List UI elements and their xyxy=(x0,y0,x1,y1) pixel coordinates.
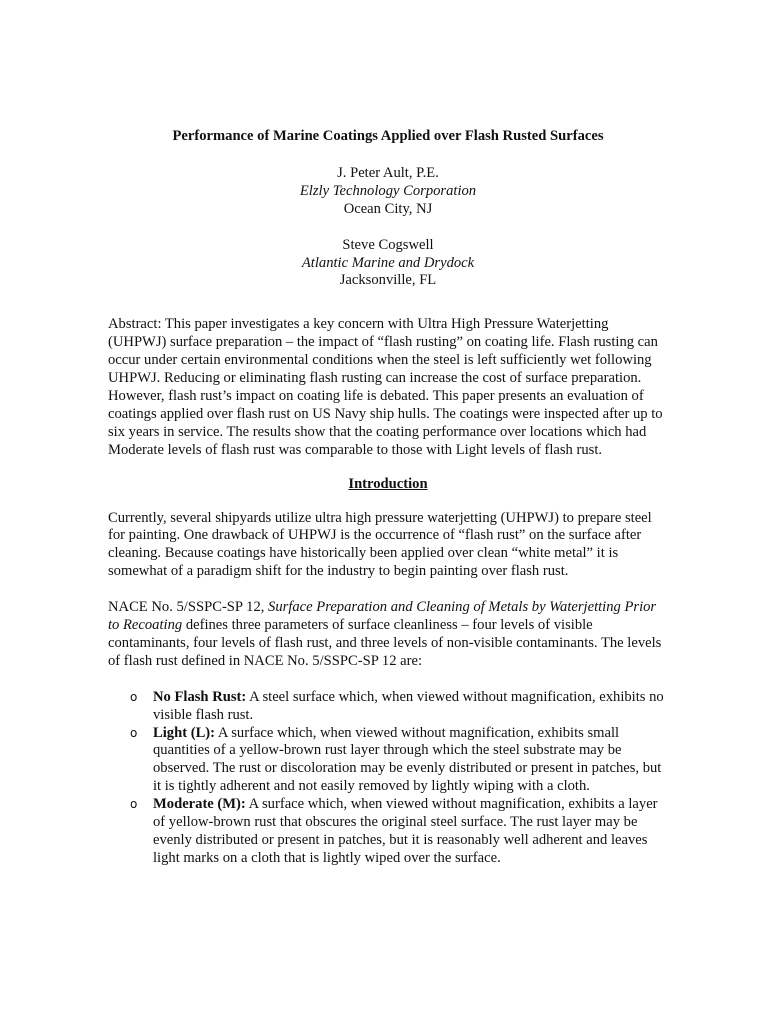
abstract-paragraph: Abstract: This paper investigates a key concern with Ultra High Pressure Waterjetting (UHPWJ) surface preparation – the impact of “flash rusting” on coating life. Flash rusting can occur under certain environmental conditions when the steel is left sufficiently wet following UHPWJ. Reducing or eliminating flash rusting can increase the cost of surface preparation. However, flash rust’s impact on coating life is debated. This paper presents an evaluation of coatings applied over flash rust on US Navy ship hulls. The coatings were inspected after up to six years in service. The results show that the coating performance over locations which had Moderate levels of flash rust was comparable to those with Light levels of flash rust. xyxy=(108,316,663,458)
section-heading-introduction: Introduction xyxy=(348,475,428,492)
hollow-bullet-icon: o xyxy=(130,797,138,812)
paragraph-text: defines three parameters of surface cleanliness – four levels of visible contaminants, four levels of flash rust, and three levels of non-visible contaminants. The levels of flash rust defined in NACE No. 5/SSPC-SP 12 are: xyxy=(108,617,662,669)
author-location: Jacksonville, FL xyxy=(339,272,437,289)
paper-title: Performance of Marine Coatings Applied over Flash Rusted Surfaces xyxy=(172,128,604,144)
level-term: Light (L): xyxy=(153,724,216,741)
flash-rust-levels-list xyxy=(108,689,668,868)
author-name: Steve Cogswell xyxy=(342,236,434,253)
intro-paragraph-1: Currently, several shipyards utilize ultra high pressure waterjetting (UHPWJ) to prepare steel for painting. One drawback of UHPWJ is the occurrence of “flash rust” on the surface after cleaning. Because coatings have historically been applied over clean “white metal” it is somewhat of a paradigm shift for the industry to begin painting over flash rust. xyxy=(108,509,652,580)
level-term: Moderate (M): xyxy=(153,796,246,813)
author-affiliation: Atlantic Marine and Drydock xyxy=(301,254,475,271)
hollow-bullet-icon: o xyxy=(130,725,138,740)
author-name: J. Peter Ault, P.E. xyxy=(337,164,439,181)
author-block-2 xyxy=(108,237,668,291)
intro-paragraph-2 xyxy=(108,599,668,671)
standard-title-italic: Surface Preparation and Cleaning of Metals by Waterjetting Prior to Recoating xyxy=(108,599,657,634)
level-description: A steel surface which, when viewed without magnification, exhibits no visible flash rust. xyxy=(153,688,664,723)
level-description: A surface which, when viewed without magnification, exhibits a layer of yellow-brown rust that obscures the original steel surface. The rust layer may be evenly distributed or present in patches, but it is reasonably well adherent and leaves light marks on a cloth that is lightly wiped over the surface. xyxy=(153,796,658,866)
paragraph-text: NACE No. 5/SSPC-SP 12, xyxy=(108,599,269,616)
list-item xyxy=(108,796,668,868)
level-term: No Flash Rust: xyxy=(153,688,247,705)
list-item xyxy=(108,725,668,797)
list-item xyxy=(108,689,668,725)
document-page xyxy=(108,128,668,868)
hollow-bullet-icon: o xyxy=(130,689,138,704)
author-affiliation: Elzly Technology Corporation xyxy=(299,182,477,199)
level-description: A surface which, when viewed without magnification, exhibits small quantities of a yellow-brown rust layer through which the steel substrate may be observed. The rust or discoloration may be evenly distributed or present in patches, but it is tightly adherent and not easily removed by lightly wiping with a cloth. xyxy=(153,724,662,795)
author-location: Ocean City, NJ xyxy=(343,200,433,217)
author-block-1 xyxy=(108,165,668,219)
